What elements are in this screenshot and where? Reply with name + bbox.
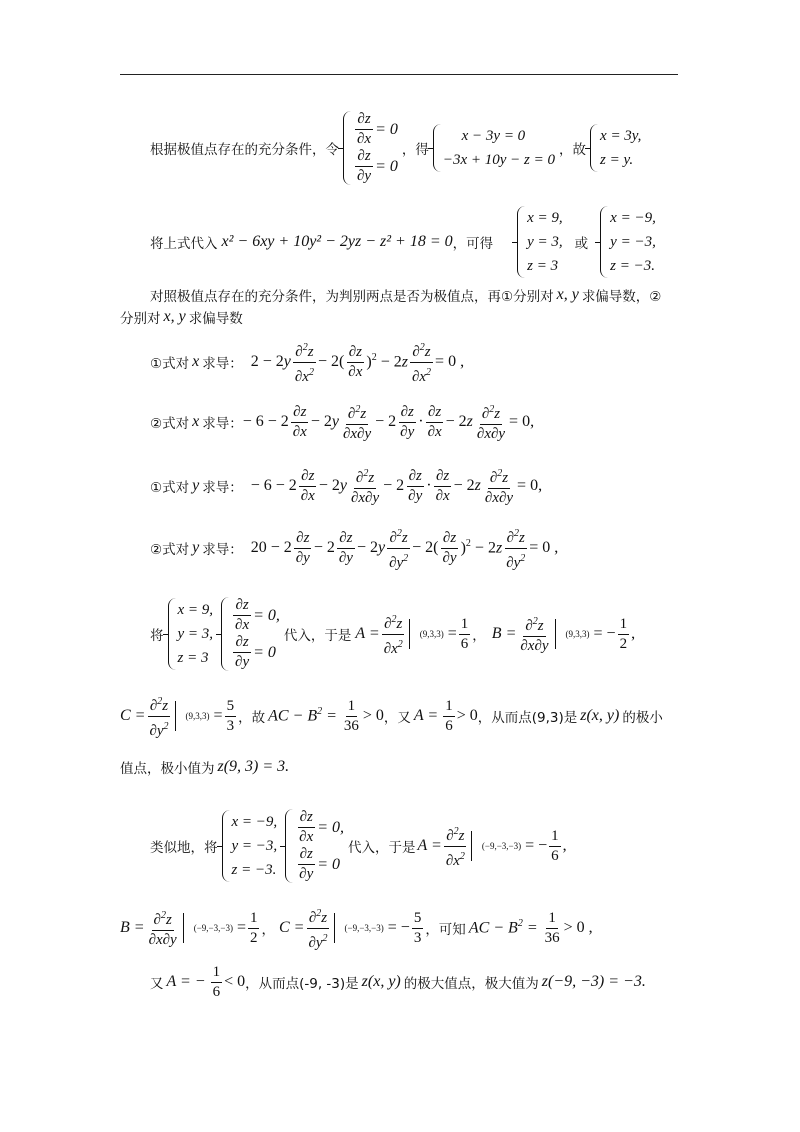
text-dairu-2: 代入，于是 bbox=[348, 840, 416, 856]
text-xy1: x, y bbox=[556, 286, 579, 303]
solution-1: x = 9, y = 3, z = 3 bbox=[517, 206, 563, 278]
solution-2: x = −9, y = −3, z = −3. bbox=[600, 206, 656, 278]
text-kezhi: ，可知 bbox=[425, 922, 466, 938]
text-cong-2: ，从而点(-9, -3)是 bbox=[245, 976, 359, 992]
system-linear: x − 3y = 0 −3x + 10y − z = 0 bbox=[433, 124, 555, 172]
line-sub-point2: 类似地，将 x = −9, y = −3, z = −3. $\frac{\partial z}{\partial x}$ = 0, $\frac{\partial z}{\partial y}$ = 0 代入，于是 A = $\frac{\partial^2z}{\partial x^2}$ (−9,−3,−3) = − $\frac{1}{6}$ , bbox=[150, 809, 567, 882]
var-y-1: y bbox=[192, 477, 200, 494]
text-l1b: ，得 bbox=[401, 142, 429, 158]
line-c-value: C = $\frac{\partial^2z}{\partial y^2}$ (9,3,3) = $\frac{5}{3}$ ，故 AC − $B^2$ = $\frac{1}{36}$ > 0 ，又 A = $\frac{1}{6}$ > 0 ，从而点(9,3)是 z(x, y) 的极小 bbox=[120, 694, 690, 738]
var-x-1: x bbox=[192, 353, 200, 370]
text-qiudao-3: 求导： bbox=[202, 480, 243, 496]
point-at1-b: (9,3,3) bbox=[565, 629, 590, 639]
line-sub-point1: 将 x = 9, y = 3, z = 3 $\frac{\partial z}{\partial x}$ = 0, $\frac{\partial z}{\partial y}$ = 0 代入，于是 A = $\frac{\partial^2z}{\partial x^2}$ (9,3,3) = $\frac{1}{6}$ ， B = $\frac{\partial^2z}{\partial x\partial y}$ (9,3,3) = − $\frac{1}{2}$ , bbox=[150, 597, 636, 670]
equation-2: ②式对 x 求导： − 6 − 2 $\frac{\partial z}{\partial x}$ − 2y $\frac{\partial^2z}{\partial x\partial y}$ − 2 $\frac{\partial z}{\partial y}$ · $\frac{\partial z}{\partial x}$ − 2z $\frac{\partial^2z}{\partial x\partial y}$ = 0, bbox=[150, 400, 720, 444]
text-max-value: 的极大值点，极大值为 bbox=[403, 976, 539, 992]
line-min-value: 值点，极小值为 z(9, 3) = 3. bbox=[120, 758, 290, 777]
text-p3c: 分别对 bbox=[120, 311, 161, 327]
system-result: x = 3y, z = y. bbox=[590, 124, 641, 172]
point-at2-c: (−9,−3,−3) bbox=[344, 923, 384, 933]
var-y-2: y bbox=[192, 539, 200, 556]
line-max-value: 又 A = − $\frac{1}{6}$ < 0 ，从而点(-9, -3)是 z(x, y) 的极大值点，极大值为 z(−9, −3) = −3. bbox=[150, 963, 646, 1000]
text-p3d: 求偏导数 bbox=[188, 311, 243, 327]
line-condition bbox=[150, 108, 720, 188]
equation-1: ①式对 x 求导： 2 − 2y $\frac{\partial^2z}{\partial x^2}$ − 2( $\frac{\partial z}{\partial x}$ )$^2$ − 2z $\frac{\partial^2z}{\partial x^2}$ = 0 , bbox=[150, 340, 720, 384]
text-dairu-1: 代入，于是 bbox=[283, 628, 352, 644]
header-rule bbox=[120, 74, 678, 75]
point-at2-a: (−9,−3,−3) bbox=[481, 841, 522, 851]
text-qiudao-2: 求导： bbox=[202, 416, 243, 432]
text-p3b: 求偏导数，② bbox=[581, 289, 662, 305]
text-l1a: 根据极值点存在的充分条件，令 bbox=[150, 142, 339, 158]
label-e3: ①式对 bbox=[150, 480, 190, 496]
equation-surface: x² − 6xy + 10y² − 2yz − z² + 18 = 0 bbox=[221, 233, 453, 250]
paragraph-line2 bbox=[120, 306, 690, 328]
label-e2: ②式对 bbox=[150, 416, 190, 432]
text-p3a: 对照极值点存在的充分条件，为判别两点是否为极值点，再①分别对 bbox=[150, 289, 554, 305]
system-partials: $\frac{\partial z}{\partial x}$ = 0 $\frac{\partial z}{\partial y}$ = 0 bbox=[343, 111, 398, 185]
equation-4: ②式对 y 求导： 20 − 2 $\frac{\partial z}{\partial y}$ − 2 $\frac{\partial z}{\partial y}$ − 2y $\frac{\partial^2z}{\partial y^2}$ − 2( $\frac{\partial z}{\partial y}$ )$^2$ − 2z $\frac{\partial^2z}{\partial y^2}$ = 0 , bbox=[150, 526, 720, 570]
line-substitute bbox=[150, 206, 720, 278]
point-at1-c: (9,3,3) bbox=[185, 711, 210, 721]
point-at1-a: (9,3,3) bbox=[419, 629, 444, 639]
text-l2a: 将上式代入 bbox=[150, 236, 218, 252]
text-cong-1: ，从而点(9,3)是 bbox=[477, 710, 578, 726]
text-jixiao: 的极小 bbox=[622, 710, 663, 726]
comma-1: ， bbox=[472, 628, 486, 644]
text-l1c: ，故 bbox=[559, 142, 587, 158]
paragraph-line1 bbox=[150, 284, 720, 306]
label-e1: ①式对 bbox=[150, 356, 190, 372]
label-e4: ②式对 bbox=[150, 542, 190, 558]
line-b-c-point2: B = $\frac{\partial^2z}{\partial x\partial y}$ (−9,−3,−3) = $\frac{1}{2}$ ， C = $\frac{\partial^2z}{\partial y^2}$ (−9,−3,−3) = − $\frac{5}{3}$ ，可知 AC − $B^2$ = $\frac{1}{36}$ > 0 , bbox=[120, 906, 690, 950]
equation-3: ①式对 y 求导： − 6 − 2 $\frac{\partial z}{\partial x}$ − 2y $\frac{\partial^2z}{\partial x\partial y}$ − 2 $\frac{\partial z}{\partial y}$ · $\frac{\partial z}{\partial x}$ − 2z $\frac{\partial^2z}{\partial x\partial y}$ = 0, bbox=[150, 464, 720, 508]
comma-2: ， bbox=[261, 922, 275, 938]
text-min-value: 值点，极小值为 bbox=[120, 761, 215, 777]
text-gu: ，故 bbox=[238, 710, 266, 726]
text-l2b: ，可得 bbox=[452, 236, 494, 252]
point-at2-b: (−9,−3,−3) bbox=[193, 923, 233, 933]
text-xy2: x, y bbox=[163, 308, 186, 325]
text-similarly: 类似地，将 bbox=[150, 840, 218, 856]
text-you: ，又 bbox=[383, 710, 411, 726]
text-or: 或 bbox=[574, 236, 589, 252]
text-you-2: 又 bbox=[150, 976, 164, 992]
text-qiudao-1: 求导： bbox=[202, 356, 243, 372]
text-jiang: 将 bbox=[150, 628, 164, 644]
text-qiudao-4: 求导： bbox=[202, 542, 243, 558]
var-x-2: x bbox=[192, 413, 200, 430]
